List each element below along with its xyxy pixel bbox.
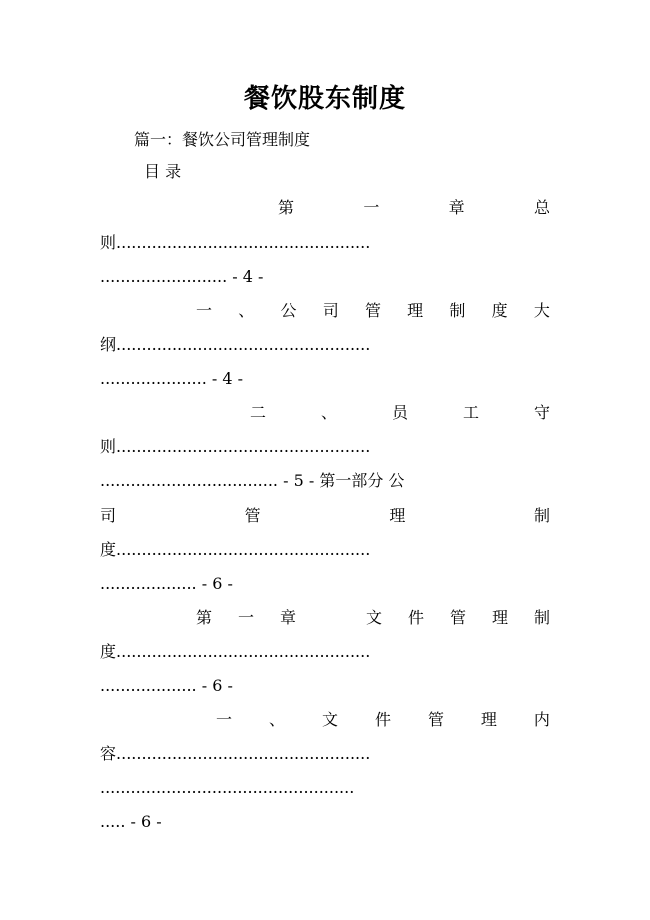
toc-char: 内: [533, 710, 550, 729]
toc-char: 一: [238, 608, 255, 627]
toc-entry-c1-leader: [100, 639, 550, 665]
toc-entry-ch1-leader: [100, 230, 550, 256]
toc-char: 理: [480, 710, 497, 729]
toc-entry-f1-page: ..... - 6 -: [100, 812, 162, 831]
toc-heading: 目 录: [144, 162, 182, 181]
toc-char: 制: [533, 506, 550, 525]
toc-dot-leader: ..................................................: [116, 744, 371, 763]
toc-entry-f1-leader-cont: ..................................................: [100, 778, 355, 797]
toc-char: 公: [280, 301, 297, 320]
toc-char: 、: [320, 403, 337, 422]
toc-char: 管: [449, 608, 466, 627]
toc-char: 理: [407, 301, 424, 320]
toc-char: 度: [100, 540, 117, 559]
toc-dot-leader: ..................................................: [116, 437, 371, 456]
toc-entry-s1-page: ..................... - 4 -: [100, 369, 244, 388]
toc-entry-p1-leader: [100, 537, 550, 563]
toc-char: 则: [100, 233, 117, 252]
toc-char: 一: [196, 301, 213, 320]
article-subtitle: 篇一：餐饮公司管理制度: [134, 130, 311, 149]
toc-char: 文: [321, 710, 338, 729]
toc-char: 度: [491, 301, 508, 320]
toc-char: 工: [462, 403, 479, 422]
toc-char: 第: [196, 608, 213, 627]
document-title: 餐饮股东制度: [243, 84, 406, 114]
toc-entry-s2-leader: [100, 434, 550, 460]
toc-char: 、: [238, 301, 255, 320]
toc-char: 司: [100, 506, 117, 525]
toc-char: 一: [363, 198, 380, 217]
toc-char: 管: [364, 301, 381, 320]
toc-char: 第: [278, 198, 295, 217]
toc-entry-s2-title: [250, 400, 550, 426]
toc-char: 二: [250, 403, 267, 422]
toc-entry-c1-page: ................... - 6 -: [100, 676, 233, 695]
toc-char: 、: [268, 710, 285, 729]
toc-entry-s2-page: ................................... - 5 - 第一部分 公: [100, 471, 405, 490]
toc-char: 守: [533, 403, 550, 422]
toc-char: 一: [216, 710, 233, 729]
toc-char: 度: [100, 642, 117, 661]
toc-char: 理: [491, 608, 508, 627]
toc-char: 管: [427, 710, 444, 729]
toc-dot-leader: ..................................................: [116, 233, 371, 252]
toc-char: 制: [533, 608, 550, 627]
toc-char: 则: [100, 437, 117, 456]
toc-char: 管: [244, 506, 261, 525]
toc-char: 件: [374, 710, 391, 729]
toc-char: 制: [449, 301, 466, 320]
toc-char: 章: [448, 198, 465, 217]
toc-dot-leader: ..................................................: [116, 642, 371, 661]
toc-entry-c1-title: [196, 605, 550, 631]
toc-char: 司: [322, 301, 339, 320]
toc-char: 容: [100, 744, 117, 763]
toc-entry-ch1-title: [278, 195, 550, 221]
toc-dot-leader: ..................................................: [116, 335, 371, 354]
toc-char: 件: [407, 608, 424, 627]
toc-char: 理: [389, 506, 406, 525]
toc-entry-f1-leader: [100, 741, 550, 767]
toc-entry-s1-leader: [100, 332, 550, 358]
toc-char: 文: [365, 608, 382, 627]
toc-entry-s1-title: [196, 298, 550, 324]
toc-char: 员: [391, 403, 408, 422]
toc-char: 章: [280, 608, 297, 627]
toc-entry-ch1-page: ......................... - 4 -: [100, 267, 264, 286]
toc-char: 大: [533, 301, 550, 320]
toc-entry-p1-title: [100, 503, 550, 529]
toc-char: 总: [533, 198, 550, 217]
toc-entry-f1-title: [216, 707, 550, 733]
toc-entry-p1-page: ................... - 6 -: [100, 574, 233, 593]
toc-dot-leader: ..................................................: [116, 540, 371, 559]
toc-char: 纲: [100, 335, 117, 354]
